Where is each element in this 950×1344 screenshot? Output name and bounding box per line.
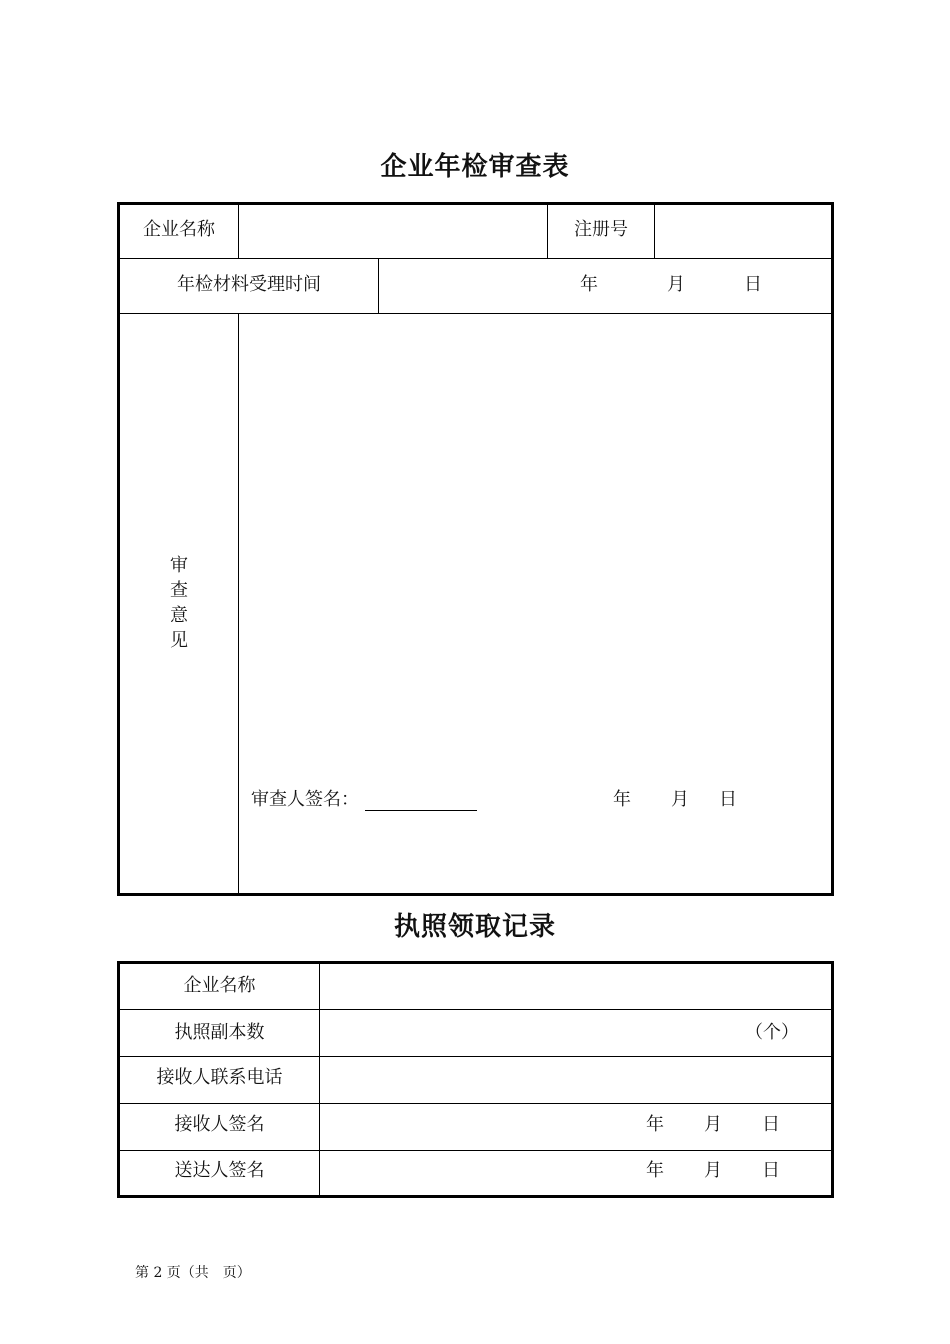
opinion-char: 查 [170, 580, 188, 601]
col-divider [238, 314, 239, 893]
col-divider [654, 205, 655, 258]
opinion-char: 审 [170, 555, 188, 576]
company-name-field[interactable] [240, 206, 546, 257]
row-divider [119, 313, 832, 314]
receiver-date-year: 年 [646, 1114, 664, 1135]
license-copies-unit: （个） [745, 1022, 799, 1043]
receiver-date-month: 月 [704, 1114, 722, 1135]
accept-time-field[interactable] [380, 260, 831, 312]
date-month-label: 月 [667, 274, 685, 295]
reg-no-field[interactable] [656, 206, 831, 257]
receiver-sign-label: 接收人签名 [174, 1114, 265, 1135]
page-title-license: 执照领取记录 [393, 912, 556, 942]
sender-date-month: 月 [704, 1160, 722, 1181]
sender-sign-field[interactable] [321, 1152, 621, 1195]
opinion-field[interactable] [240, 316, 831, 776]
row-divider [119, 258, 832, 259]
col-divider [319, 964, 320, 1196]
reviewer-sign-label: 审查人签名： [251, 789, 359, 810]
receiver-date-day: 日 [762, 1114, 780, 1135]
sender-sign-label: 送达人签名 [174, 1160, 265, 1181]
license-copies-label: 执照副本数 [174, 1022, 265, 1043]
date-year-label: 年 [580, 274, 598, 295]
sender-date-day: 日 [762, 1160, 780, 1181]
receiver-phone-label: 接收人联系电话 [156, 1067, 283, 1088]
sender-date-year: 年 [646, 1160, 664, 1181]
row-divider [119, 1009, 832, 1010]
col-divider [378, 259, 379, 313]
review-date-month: 月 [671, 789, 689, 810]
reg-no-label: 注册号 [574, 219, 628, 240]
license-company-name-field[interactable] [321, 965, 831, 1008]
opinion-char: 意 [170, 605, 188, 626]
row-divider [119, 1103, 832, 1104]
company-name-label: 企业名称 [143, 219, 215, 240]
license-company-name-label: 企业名称 [183, 975, 256, 996]
receiver-sign-field[interactable] [321, 1105, 621, 1149]
date-day-label: 日 [744, 274, 762, 295]
receiver-phone-field[interactable] [321, 1058, 831, 1102]
page-title-review: 企业年检审查表 [380, 152, 570, 182]
row-divider [119, 1056, 832, 1057]
col-divider [238, 205, 239, 258]
review-date-year: 年 [613, 789, 631, 810]
license-copies-field[interactable] [321, 1011, 741, 1055]
accept-time-label: 年检材料受理时间 [177, 274, 321, 295]
row-divider [119, 1150, 832, 1151]
reviewer-sign-line[interactable] [365, 810, 477, 811]
page-number: 第 2 页（共 页） [135, 1265, 251, 1281]
review-date-day: 日 [719, 789, 737, 810]
opinion-label [167, 553, 191, 653]
opinion-char: 见 [170, 630, 188, 651]
